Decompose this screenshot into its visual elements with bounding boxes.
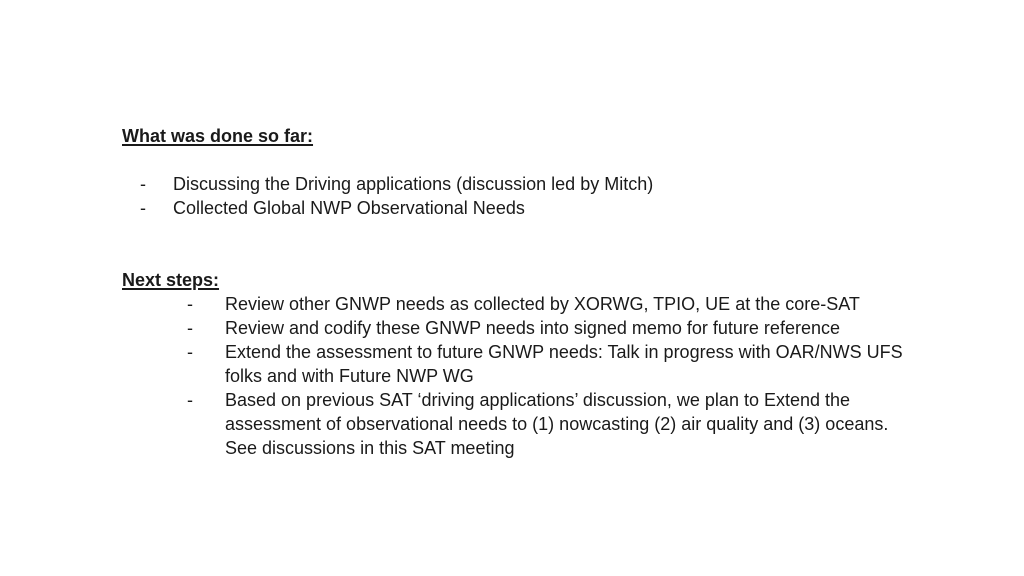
bullet-dash: - <box>187 342 193 362</box>
next-steps-list <box>187 292 925 460</box>
next-steps-heading: Next steps: <box>122 270 220 290</box>
list-item-text: Extend the assessment to future GNWP needs: Talk in progress with OAR/NWS UFS folks and with Future NWP WG <box>225 342 903 386</box>
list-item <box>187 340 925 388</box>
list-item-text: Review and codify these GNWP needs into signed memo for future reference <box>225 318 840 338</box>
bullet-dash: - <box>140 198 146 218</box>
list-item <box>140 196 873 220</box>
list-item <box>187 388 925 460</box>
done-so-far-list <box>140 172 873 220</box>
bullet-dash: - <box>187 294 193 314</box>
list-item <box>187 316 925 340</box>
list-item <box>140 172 873 196</box>
done-so-far-heading: What was done so far: <box>122 126 314 146</box>
list-item <box>187 292 925 316</box>
list-item-text: Based on previous SAT ‘driving applications’ discussion, we plan to Extend the assessment of observational needs to (1) nowcasting (2) air quality and (3) oceans. See discussions in this SAT meeting <box>225 390 889 458</box>
list-item-text: Review other GNWP needs as collected by XORWG, TPIO, UE at the core-SAT <box>225 294 860 314</box>
list-item-text: Discussing the Driving applications (discussion led by Mitch) <box>173 174 654 194</box>
list-item-text: Collected Global NWP Observational Needs <box>173 198 525 218</box>
bullet-dash: - <box>140 174 146 194</box>
bullet-dash: - <box>187 390 193 410</box>
bullet-dash: - <box>187 318 193 338</box>
